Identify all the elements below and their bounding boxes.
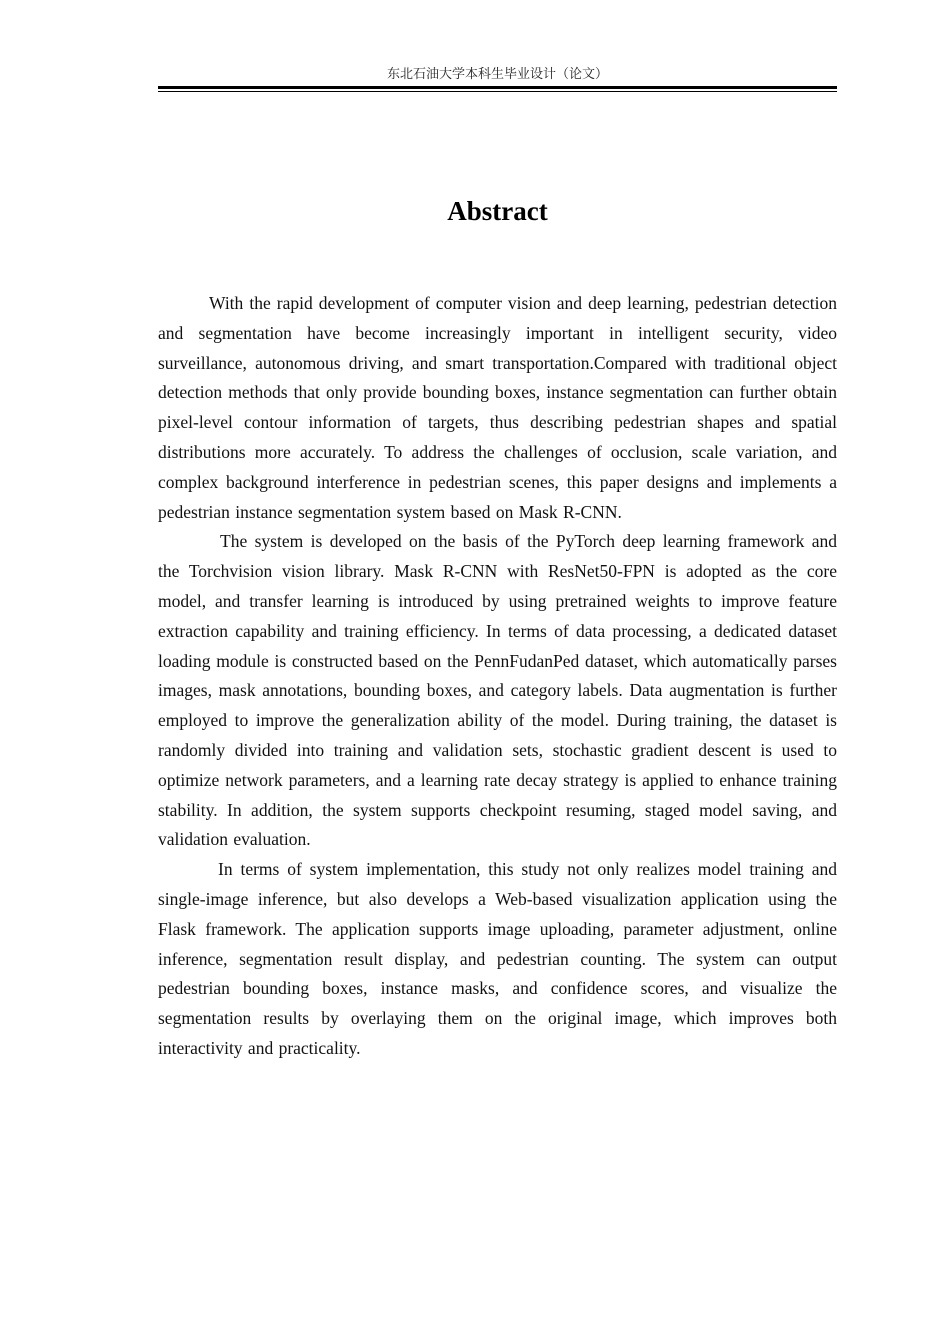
header-rule-thick	[158, 86, 837, 89]
abstract-paragraph-3: In terms of system implementation, this study not only realizes model training and single-image inference, but also develops a Web-based visualization application using the Flask framework. The application supports image uploading, parameter adjustment, online inference, segmentation result display, and pedestrian counting. The system can output pedestrian bounding boxes, instance masks, and confidence scores, and visualize the segmentation results by overlaying them on the original image, which improves both interactivity and practicality.	[158, 859, 837, 1058]
abstract-title: Abstract	[447, 196, 548, 226]
abstract-paragraph-2: The system is developed on the basis of the PyTorch deep learning framework and the Torchvision vision library. Mask R-CNN with ResNet50-FPN is adopted as the core model, and transfer learning is introduced by using pretrained weights to improve feature extraction capability and training efficiency. In terms of data processing, a dedicated dataset loading module is constructed based on the PennFudanPed dataset, which automatically parses images, mask annotations, bounding boxes, and category labels. Data augmentation is further employed to improve the generalization ability of the model. During training, the dataset is randomly divided into training and validation sets, stochastic gradient descent is used to optimize network parameters, and a learning rate decay strategy is applied to enhance training stability. In addition, the system supports checkpoint resuming, staged model saving, and validation evaluation.	[158, 531, 837, 850]
header-rule-thin	[158, 91, 837, 92]
abstract-paragraph-1: With the rapid development of computer vision and deep learning, pedestrian detection and segmentation have become increasingly important in intelligent security, video surveillance, autonomous driving, and smart transportation.Compared with traditional object detection methods that only provide bounding boxes, instance segmentation can further obtain pixel-level contour information of targets, thus describing pedestrian shapes and spatial distributions more accurately. To address the challenges of occlusion, scale variation, and complex background interference in pedestrian scenes, this paper designs and implements a pedestrian instance segmentation system based on Mask R-CNN.	[158, 293, 837, 522]
abstract-body	[158, 289, 837, 1064]
page-header: 东北石油大学本科生毕业设计（论文）	[386, 67, 608, 82]
